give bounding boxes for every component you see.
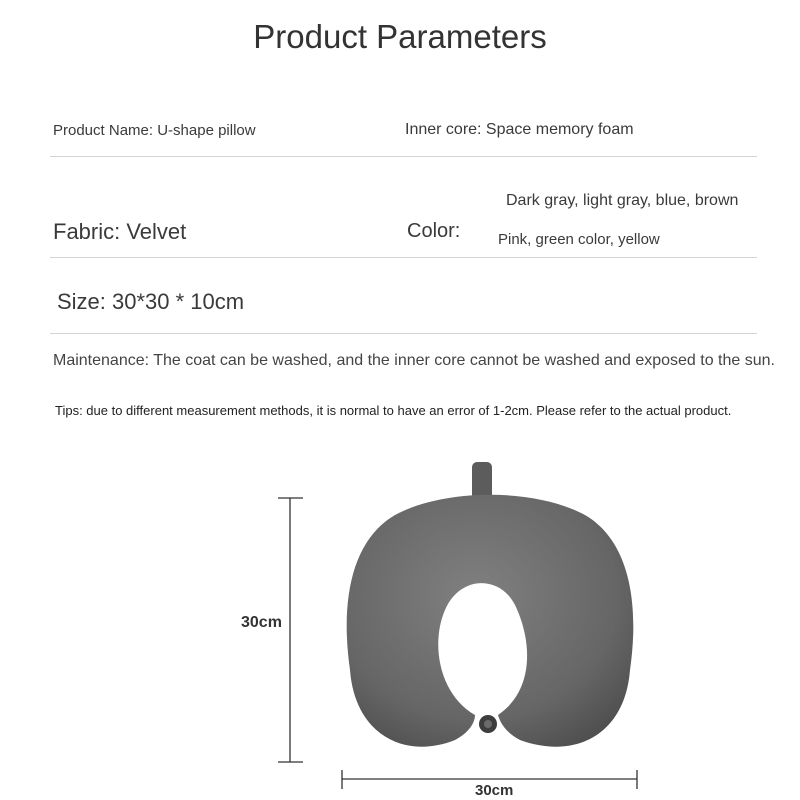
u-shape-pillow-image bbox=[347, 462, 634, 747]
inner-core-text: Inner core: Space memory foam bbox=[405, 121, 634, 138]
product-name-text: Product Name: U-shape pillow bbox=[53, 122, 256, 139]
fabric-text: Fabric: Velvet bbox=[53, 219, 187, 244]
tips-text: Tips: due to different measurement methods, it is normal to have an error of 1-2cm. Please refer to the actual product. bbox=[55, 403, 732, 418]
color-label: Color: bbox=[407, 220, 461, 242]
page-title: Product Parameters bbox=[253, 18, 547, 55]
color-options-line-2: Pink, green color, yellow bbox=[498, 231, 660, 248]
maintenance-text: Maintenance: The coat can be washed, and the inner core cannot be washed and exposed to the sun. bbox=[53, 352, 775, 369]
size-text: Size: 30*30 * 10cm bbox=[57, 289, 245, 314]
width-label: 30cm bbox=[475, 782, 514, 799]
pillow-body bbox=[347, 495, 634, 747]
height-label: 30cm bbox=[241, 614, 282, 631]
color-options-line-1: Dark gray, light gray, blue, brown bbox=[506, 192, 739, 209]
